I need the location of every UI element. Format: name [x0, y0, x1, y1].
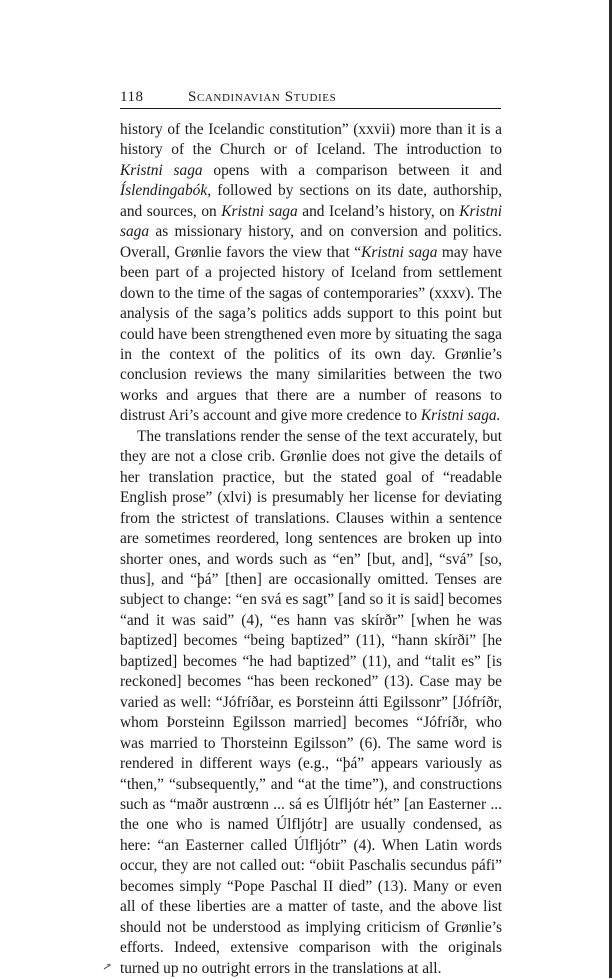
italic-title: Kristni saga	[120, 161, 203, 179]
article-body	[120, 120, 502, 979]
italic-title: Kristni saga	[221, 202, 298, 220]
text-run: The translations render the sense of the text accurately, but they are not a close crib. Grønlie does not give the details of her translation practice, but the stated goal of “readable English prose” (xlvi) is presumably her license for deviating from the strictest of translations. Clauses within a sentence are sometimes reordered, long sentences are broken up into shorter ones, and words such as “en” [but, and], “svá” [so, thus], and “þá” [then] are occasionally omitted. Tenses are subject to change: “en svá es sagt” [and so it is said] becomes “and it was said” (4), “es hann vas skírðr” [when he was baptized] becomes “being baptized” (11), “hann skírði” [he baptized] becomes “he had baptized” (11), and “talit es” [is reckoned] becomes “has been reckoned” (13). Case may be varied as well: “Jófríðar, es Þorsteinn átti Egilssonr” [Jófríðr, whom Þorsteinn Egilsson married] becomes “Jófríðr, who was married to Thorsteinn Egilsson” (6). The same word is rendered in different ways (e.g., “þá” appears variously as “then,” “subsequently,” and “at the time”), and constructions such as “maðr austrœnn ... sá es Úlfljótr hét” [an Easterner ... the one who is named Úlfljótr] are usually condensed, as here: “an Easterner called Úlfljótr” (4). When Latin words occur, they are not called out: “obiit Paschalis secundus páfi” becomes simply “Pope Paschal II died” (13). Many or even all of these liberties are a matter of taste, and the above list should not be understood as implying criticism of Grønlie’s efforts. Indeed, extensive comparison with the originals turned up no outright errors in the translations at all.	[120, 427, 502, 977]
text-run: history of the Icelandic constitution” (xxvii) more than it is a history of the Church or of Iceland. The introduction to	[120, 121, 502, 159]
running-head	[120, 86, 500, 108]
header-rule	[120, 108, 501, 109]
paragraph	[120, 427, 502, 979]
italic-title: Kristni saga.	[420, 407, 501, 425]
text-run: as missionary history, and on conversion and politics. Overall, Grønlie favors the view that “	[120, 223, 502, 261]
italic-title: Kristni saga	[361, 243, 438, 261]
text-run: and Iceland’s history, on	[297, 202, 460, 220]
text-run: followed by sections on its date, authorship, and sources, on	[120, 182, 502, 220]
journal-title: Scandinavian Studies	[188, 89, 337, 105]
paragraph	[120, 120, 502, 427]
italic-title: Kristni saga	[120, 202, 502, 241]
pen-mark-icon	[103, 956, 117, 970]
page-number: 118	[120, 89, 144, 105]
text-run: may have been part of a projected history of Iceland from settlement down to the time of the sagas of contemporaries” (xxxv). The analysis of the saga’s politics adds support to this point but could have been strengthened even more by situating the saga in the context of the politics of its own day. Grønlie’s conclusion reviews the many similarities between the two works and argues that there are a number of reasons to distrust Ari’s account and give more credence to	[120, 243, 502, 425]
italic-title: Íslendingabók,	[120, 182, 212, 200]
text-run: opens with a comparison between it and	[202, 161, 502, 179]
